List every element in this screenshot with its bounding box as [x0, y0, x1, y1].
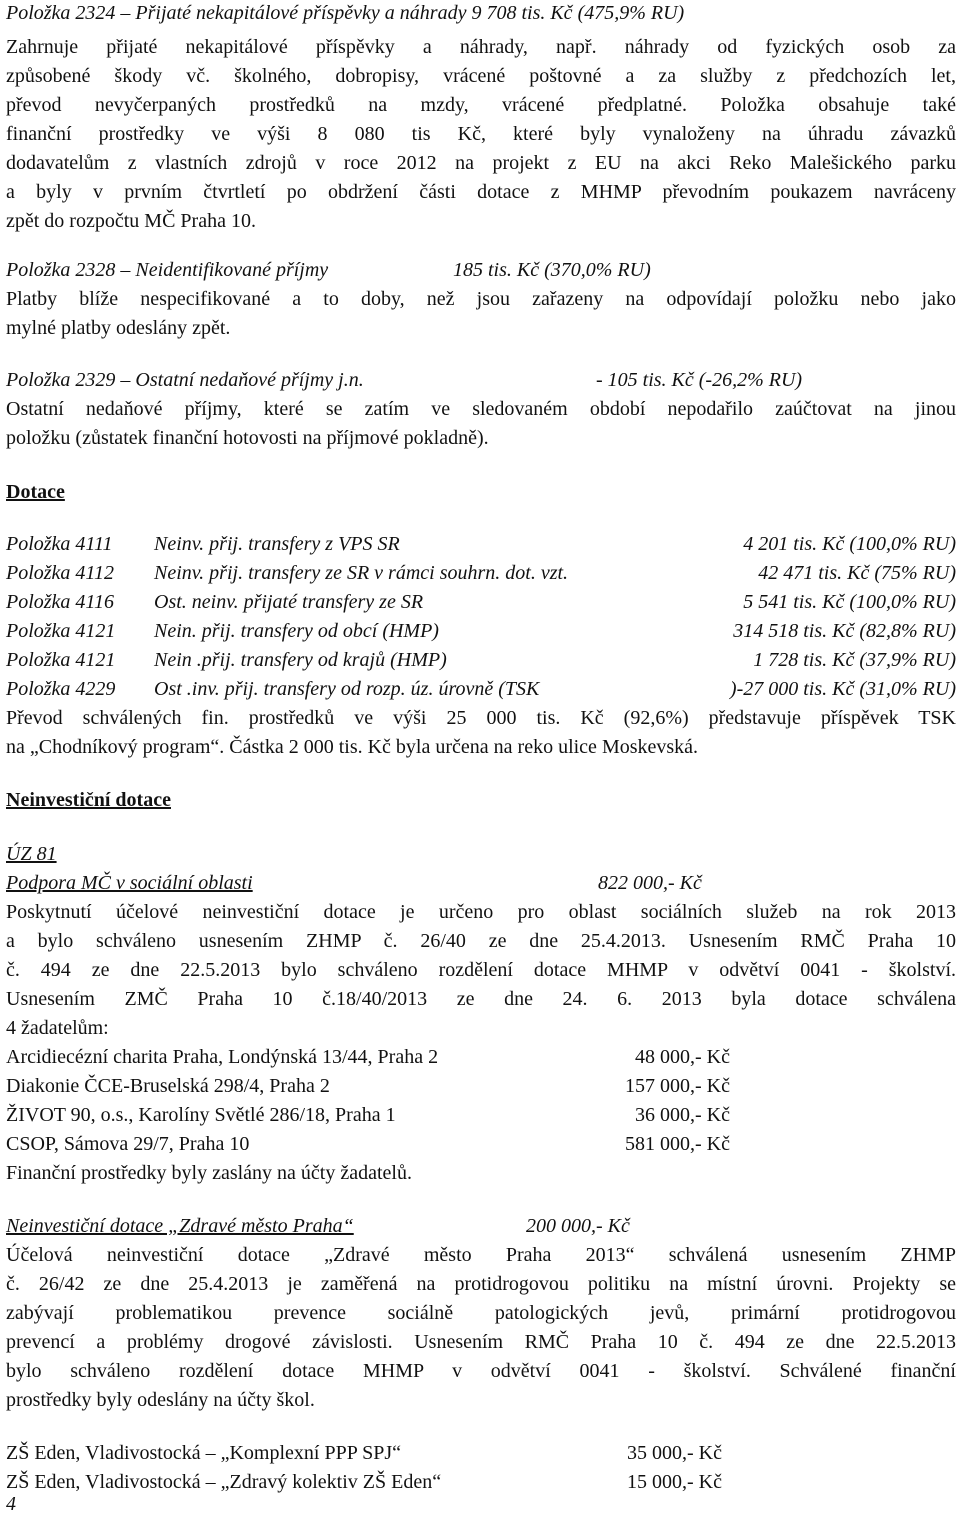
item-code: Položka 4121: [6, 649, 116, 671]
item-2329-text-line: položku (zůstatek finanční hotovosti na příjmové pokladně).: [6, 427, 489, 449]
item-name: Nein .přij. transfery od krajů (HMP): [154, 649, 447, 671]
item-amount: 5 541 tis. Kč (100,0% RU): [743, 591, 956, 613]
item-2324-text-line: způsobené škody vč. školného, dobropisy, vrácené poštovné a za služby z předchozích let,: [6, 65, 956, 87]
item-name: Nein. přij. transfery od obcí (HMP): [154, 620, 439, 642]
project-row: [6, 1468, 956, 1497]
subsection-title: Podpora MČ v sociální oblasti: [6, 872, 253, 894]
project-row: [6, 1439, 956, 1468]
neinv-text-line: Poskytnutí účelové neinvestiční dotace je určeno pro oblast sociálních služeb na rok 2013: [6, 901, 956, 923]
table-row: [6, 646, 956, 675]
item-2328-text-line: mylné platby odeslány zpět.: [6, 317, 231, 339]
dotace-text-line: na „Chodníkový program“. Částka 2 000 tis. Kč byla určena na reko ulice Moskevská.: [6, 736, 699, 758]
recipient-amount: 48 000,- Kč: [635, 1046, 730, 1068]
item-amount: )-27 000 tis. Kč (31,0% RU): [729, 678, 956, 700]
neinv-closing-line: Finanční prostředky byly zaslány na účty žadatelů.: [6, 1162, 412, 1184]
item-2324-text-line: finanční prostředky ve výši 8 080 tis Kč, které byly vynaloženy na úhradu závazků: [6, 123, 956, 145]
recipient-name: Arcidiecézní charita Praha, Londýnská 13/44, Praha 2: [6, 1046, 439, 1068]
table-row: [6, 675, 956, 704]
project-name: ZŠ Eden, Vladivostocká – „Zdravý kolektiv ZŠ Eden“: [6, 1471, 442, 1493]
item-code: Položka 4112: [6, 562, 114, 584]
project-amount: 35 000,- Kč: [627, 1442, 722, 1464]
recipient-amount: 36 000,- Kč: [635, 1104, 730, 1126]
item-name: Neinv. přij. transfery ze SR v rámci souhrn. dot. vzt.: [154, 562, 569, 584]
zdrave-text-line: Účelová neinvestiční dotace „Zdravé město Praha 2013“ schválená usnesením ZHMP: [6, 1244, 956, 1266]
recipient-name: Diakonie ČCE-Bruselská 298/4, Praha 2: [6, 1075, 330, 1097]
table-row: [6, 617, 956, 646]
page-number: 4: [6, 1493, 16, 1515]
zdrave-text-line: bylo schváleno rozdělení dotace MHMP v odvětví 0041 - školství. Schválené finanční: [6, 1360, 956, 1382]
recipient-name: ŽIVOT 90, o.s., Karolíny Světlé 286/18, Praha 1: [6, 1104, 396, 1126]
item-2324-text-line: a byly v prvním čtvrtletí po obdržení části dotace z MHMP převodním poukazem navráceny: [6, 181, 956, 203]
item-2329-heading: Položka 2329 – Ostatní nedaňové příjmy j.n.: [6, 369, 364, 391]
section-title-dotace: Dotace: [6, 481, 65, 503]
neinv-text-line: Usnesením ZMČ Praha 10 č.18/40/2013 ze dne 24. 6. 2013 byla dotace schválena: [6, 988, 956, 1010]
item-amount: 1 728 tis. Kč (37,9% RU): [753, 649, 956, 671]
item-name: Ost .inv. přij. transfery od rozp. úz. úrovně (TSK: [154, 678, 540, 700]
recipient-amount: 581 000,- Kč: [625, 1133, 730, 1155]
recipient-row: [6, 1043, 956, 1072]
item-name: Ost. neinv. přijaté transfery ze SR: [154, 591, 424, 613]
recipient-amount: 157 000,- Kč: [625, 1075, 730, 1097]
project-amount: 15 000,- Kč: [627, 1471, 722, 1493]
section-title-neinvesticni-dotace: Neinvestiční dotace: [6, 789, 171, 811]
zdrave-mesto-amount: 200 000,- Kč: [526, 1215, 630, 1237]
item-code: Položka 4116: [6, 591, 114, 613]
project-name: ZŠ Eden, Vladivostocká – „Komplexní PPP SPJ“: [6, 1442, 401, 1464]
dotace-text-line: Převod schválených fin. prostředků ve výši 25 000 tis. Kč (92,6%) představuje příspěvek TSK: [6, 707, 956, 729]
table-row: [6, 530, 956, 559]
item-amount: 4 201 tis. Kč (100,0% RU): [743, 533, 956, 555]
table-row: [6, 559, 956, 588]
item-2329-text-line: Ostatní nedaňové příjmy, které se zatím ve sledovaném období nepodařilo zaúčtovat na jinou: [6, 398, 956, 420]
item-2324-text-line: zpět do rozpočtu MČ Praha 10.: [6, 210, 256, 232]
item-amount: 314 518 tis. Kč (82,8% RU): [733, 620, 956, 642]
uz-code: ÚZ 81: [6, 843, 57, 865]
zdrave-text-line: zabývají problematikou prevence sociálně patologických jevů, primární protidrogovou: [6, 1302, 956, 1324]
item-code: Položka 4111: [6, 533, 113, 555]
item-2324-text-line: dodavatelům z vlastních zdrojů v roce 2012 na projekt z EU na akci Reko Malešického parku: [6, 152, 956, 174]
zdrave-text-line: č. 26/42 ze dne 25.4.2013 je zaměřená na protidrogovou politiku na místní úrovni. Projekty se: [6, 1273, 956, 1295]
zdrave-mesto-title: Neinvestiční dotace „Zdravé město Praha“: [6, 1215, 354, 1237]
neinv-text-line: 4 žadatelům:: [6, 1017, 109, 1039]
item-amount: 42 471 tis. Kč (75% RU): [758, 562, 956, 584]
zdrave-mesto-heading: [6, 1212, 658, 1241]
item-code: Položka 4121: [6, 620, 116, 642]
item-2328-text-line: Platby blíže nespecifikované a to doby, než jsou zařazeny na odpovídají položku nebo jako: [6, 288, 956, 310]
item-name: Neinv. přij. transfery z VPS SR: [154, 533, 400, 555]
zdrave-text-line: prostředky byly odeslány na účty škol.: [6, 1389, 315, 1411]
item-2329-amount: - 105 tis. Kč (-26,2% RU): [596, 369, 803, 391]
item-2324-text-line: Zahrnuje přijaté nekapitálové příspěvky a náhrady, např. náhrady od fyzických osob za: [6, 36, 956, 58]
subsection-heading: [6, 869, 732, 898]
item-2328-heading: Položka 2328 – Neidentifikované příjmy: [6, 259, 329, 281]
neinv-text-line: č. 494 ze dne 22.5.2013 bylo schváleno rozdělení dotace MHMP v odvětví 0041 - školství.: [6, 959, 956, 981]
neinv-text-line: a bylo schváleno usnesením ZHMP č. 26/40 ze dne 25.4.2013. Usnesením RMČ Praha 10: [6, 930, 956, 952]
table-row: [6, 588, 956, 617]
item-code: Položka 4229: [6, 678, 116, 700]
recipient-row: [6, 1072, 956, 1101]
recipient-name: CSOP, Sámova 29/7, Praha 10: [6, 1133, 250, 1155]
item-2328-amount: 185 tis. Kč (370,0% RU): [453, 259, 651, 281]
item-2324-text-line: převod nevyčerpaných prostředků na mzdy, vrácené předplatné. Položka obsahuje také: [6, 94, 956, 116]
zdrave-text-line: prevencí a problémy drogové závislosti. Usnesením RMČ Praha 10 č. 494 ze dne 22.5.2013: [6, 1331, 956, 1353]
item-2324-heading: Položka 2324 – Přijaté nekapitálové příspěvky a náhrady 9 708 tis. Kč (475,9% RU): [6, 2, 685, 24]
recipient-row: [6, 1101, 956, 1130]
recipient-row: [6, 1130, 956, 1159]
subsection-amount: 822 000,- Kč: [598, 872, 702, 894]
